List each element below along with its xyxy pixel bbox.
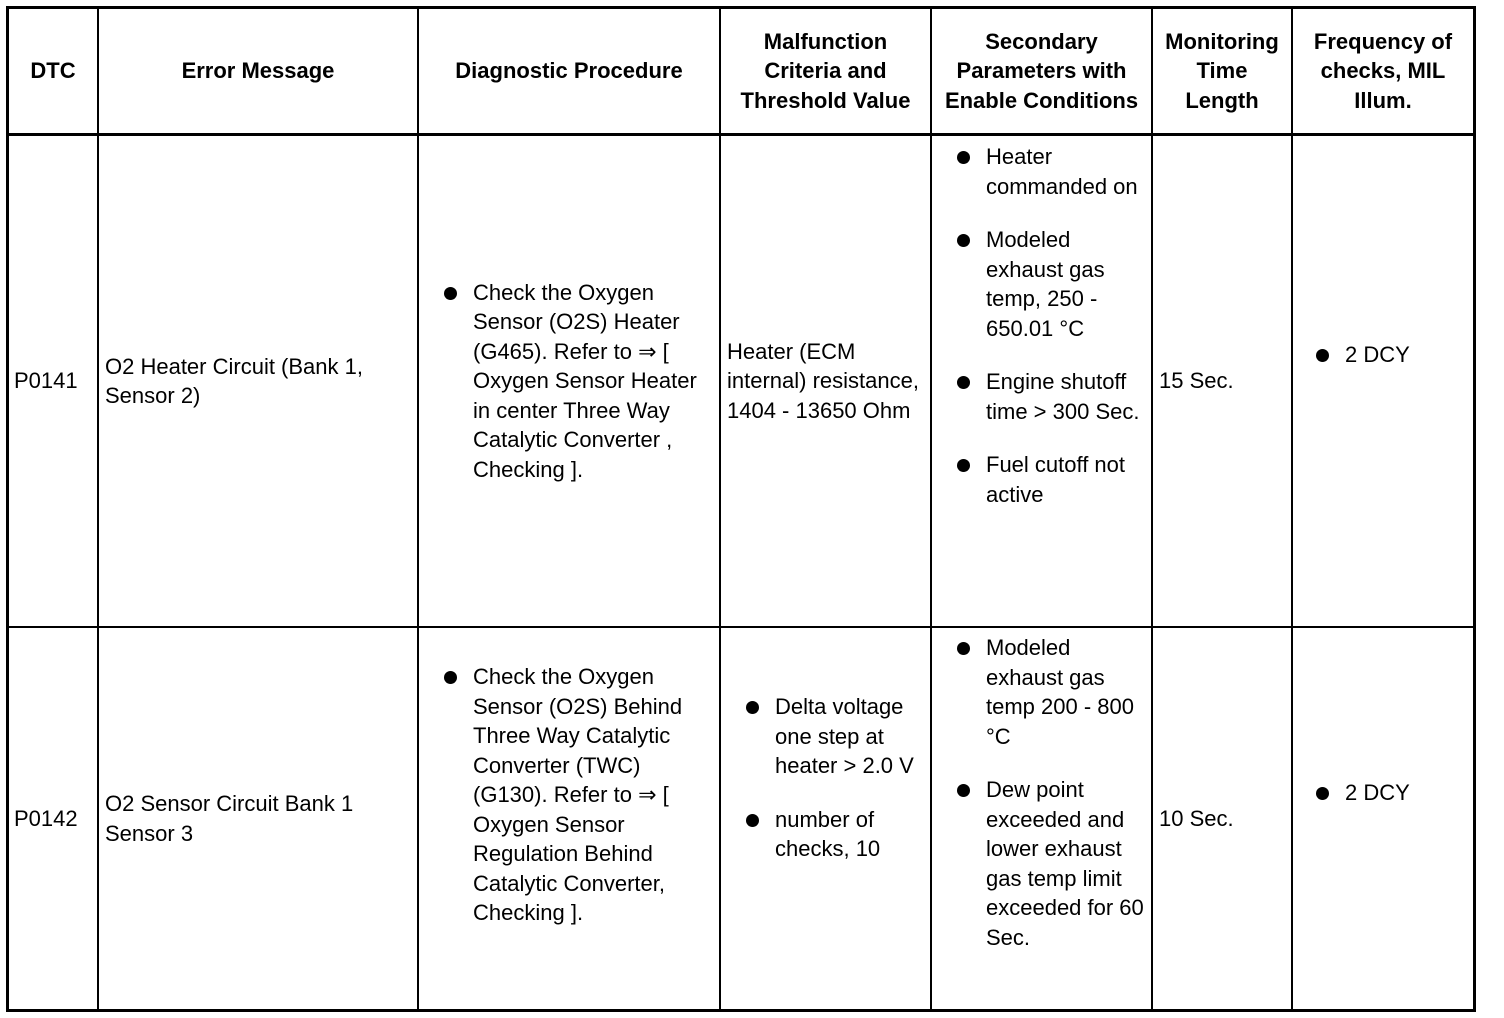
row2-param-item: Dew point exceeded and lower exhaust gas temp limit exceeded for 60 Sec.	[952, 775, 1145, 952]
row2-frequency-item: 2 DCY	[1311, 778, 1473, 808]
header-diagnostic-procedure: Diagnostic Procedure	[455, 58, 683, 84]
row1-frequency	[1293, 340, 1473, 380]
row1-error-message: O2 Heater Circuit (Bank 1, Sensor 2)	[105, 353, 363, 408]
row1-frequency-item: 2 DCY	[1311, 340, 1473, 370]
row1-param-item: Engine shutoff time > 300 Sec.	[952, 367, 1145, 426]
row2-secondary-parameters	[932, 628, 1151, 1009]
row1-diagnostic-step: Check the Oxygen Sensor (O2S) Heater (G465). Refer to ⇒ [ Oxygen Sensor Heater in center Three Way Catalytic Converter , Checking ].	[439, 278, 713, 485]
row2-dtc: P0142	[14, 805, 78, 831]
row2-param-item: Modeled exhaust gas temp 200 - 800 °C	[952, 633, 1145, 751]
row1-param-item: Heater commanded on	[952, 142, 1145, 201]
row2-diagnostic-step: Check the Oxygen Sensor (O2S) Behind Three Way Catalytic Converter (TWC) (G130). Refer to ⇒ [ Oxygen Sensor Regulation Behind Catalytic Converter, Checking ].	[439, 662, 713, 928]
header-monitoring-time: Monitoring Time Length	[1165, 28, 1279, 113]
header-error-message: Error Message	[181, 58, 335, 84]
row1-diagnostic-procedure	[419, 136, 719, 626]
header-secondary-parameters: Secondary Parameters with Enable Conditions	[944, 28, 1139, 113]
row1-param-item: Fuel cutoff not active	[952, 450, 1145, 509]
row1-param-item: Modeled exhaust gas temp, 250 - 650.01 °C	[952, 225, 1145, 343]
header-malfunction-criteria: Malfunction Criteria and Threshold Value	[740, 28, 911, 113]
row1-monitoring-time: 15 Sec.	[1159, 368, 1234, 394]
column-divider	[1291, 6, 1293, 1012]
row2-malfunction-criteria	[721, 628, 930, 1009]
row2-error-message: O2 Sensor Circuit Bank 1 Sensor 3	[105, 791, 354, 846]
row2-diagnostic-procedure	[419, 628, 719, 1009]
header-dtc: DTC	[30, 58, 76, 84]
row1-malfunction-criteria: Heater (ECM internal) resistance, 1404 - 13650 Ohm	[727, 338, 919, 423]
row2-frequency	[1293, 778, 1473, 818]
row2-monitoring-time: 10 Sec.	[1159, 805, 1234, 831]
row1-dtc: P0141	[14, 368, 78, 394]
row1-secondary-parameters	[932, 136, 1151, 626]
header-frequency: Frequency of checks, MIL Illum.	[1313, 28, 1453, 113]
row2-criteria-item: Delta voltage one step at heater > 2.0 V	[741, 692, 926, 781]
row2-criteria-item: number of checks, 10	[741, 805, 926, 864]
